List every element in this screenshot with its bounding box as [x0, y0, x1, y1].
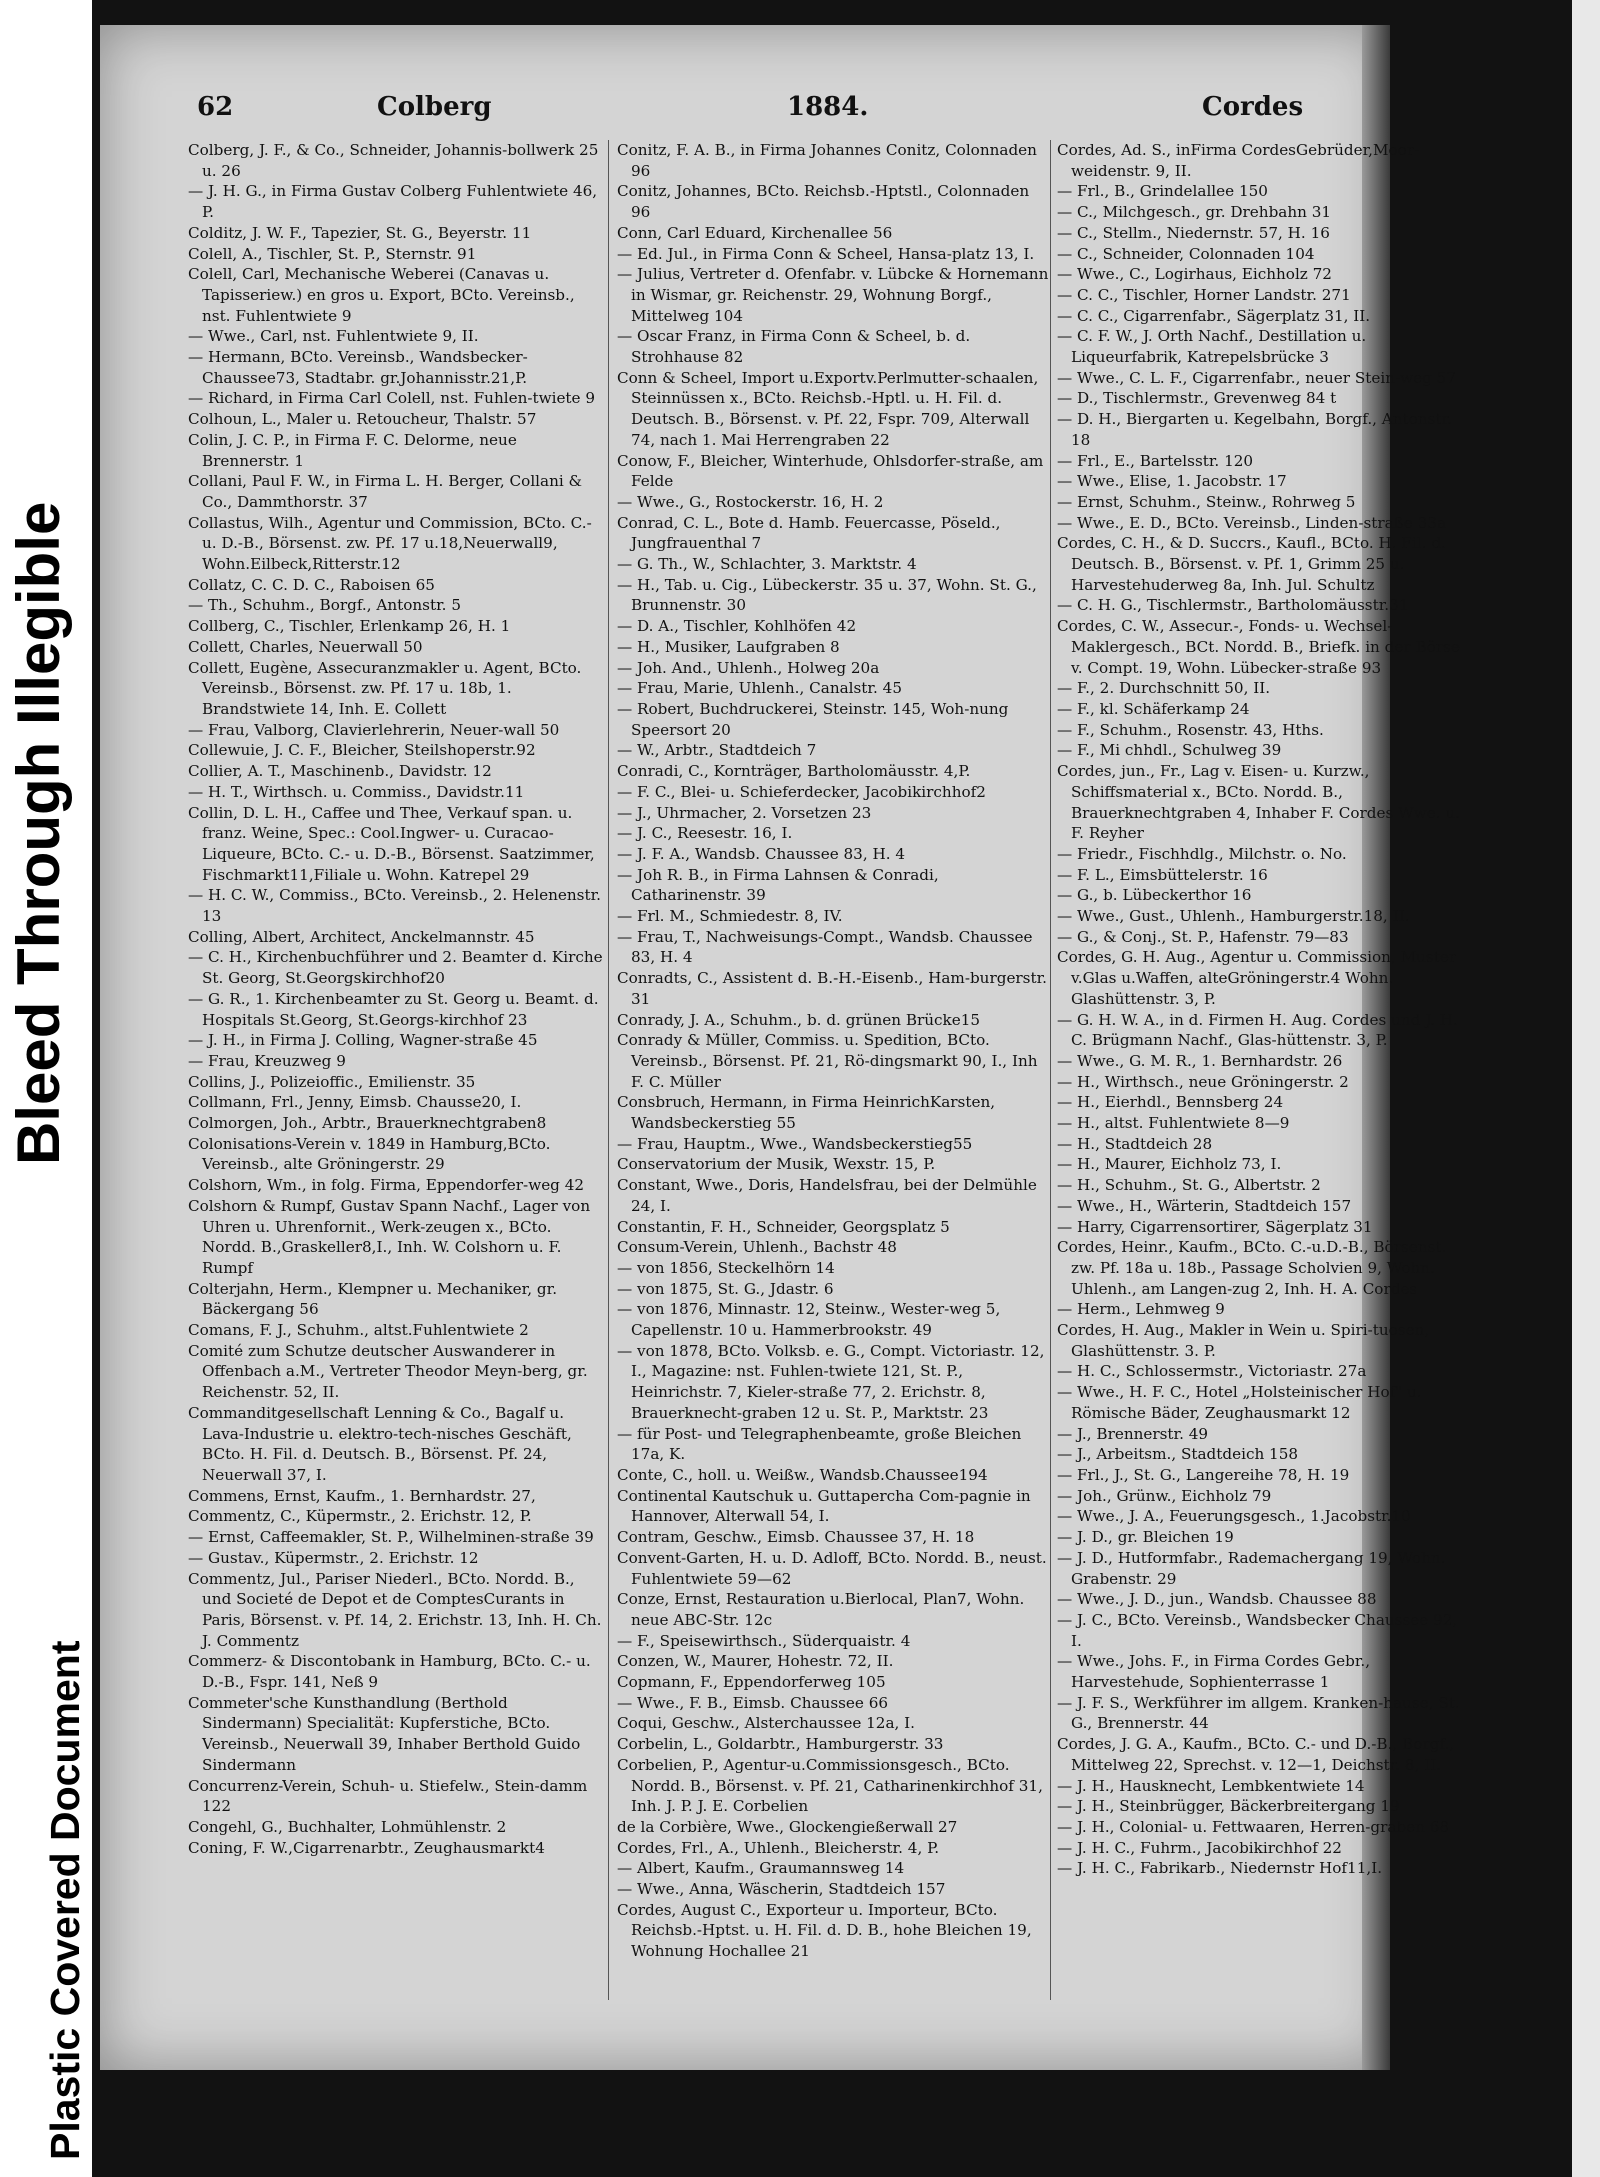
directory-entry: Commanditgesellschaft Lenning & Co., Bagalf u. Lava-Industrie u. elektro-tech-nisches Geschäft, BCto. H. Fil. d. Deutsch. B., Börsenst. Pf. 24, Neuerwall 37, I. [188, 1403, 572, 1484]
directory-entry: Conitz, F. A. B., in Firma Johannes Conitz, Colonnaden 96 [617, 141, 1037, 180]
directory-entry: — H. T., Wirthsch. u. Commiss., Davidstr.11 [188, 782, 525, 801]
directory-entry: — J. H., Hausknecht, Lembkentwiete 14 [1057, 1776, 1365, 1795]
directory-entry: — von 1856, Steckelhörn 14 [617, 1258, 835, 1277]
directory-entry: Commentz, Jul., Pariser Niederl., BCto. Nordd. B., und Societé de Depot et de ComptesCurants in Paris, Börsenst. v. Pf. 14, 2. Erichstr. 13, Inh. H. Ch. J. Commentz [188, 1569, 602, 1650]
directory-entry: — F. L., Eimsbüttelerstr. 16 [1057, 865, 1268, 884]
directory-entry: Colonisations-Verein v. 1849 in Hamburg,BCto. Vereinsb., alte Gröningerstr. 29 [188, 1134, 551, 1174]
directory-entry: — J., Brennerstr. 49 [1057, 1424, 1209, 1443]
directory-entry: Conn & Scheel, Import u.Exportv.Perlmutter-schaalen, Steinnüssen x., BCto. Reichsb.-Hptl. u. H. Fil. d. Deutsch. B., Börsenst. v. Pf. 22, Fspr. 709, Alterwall 74, nach 1. Mai Herrengraben 22 [617, 368, 1039, 449]
directory-entry: — Julius, Vertreter d. Ofenfabr. v. Lübcke & Hornemann in Wismar, gr. Reichenstr. 29, Wohnung Borgf., Mittelweg 104 [617, 265, 1049, 325]
directory-entry: Cordes, jun., Fr., Lag v. Eisen- u. Kurzw., Schiffsmaterial x., BCto. Nordd. B., Brauerknechtgraben 4, Inhaber F. Cordes Wwe. u. F. Reyher [1057, 762, 1460, 843]
header-year: 1884. [787, 92, 869, 122]
directory-entry: Cordes, Frl., A., Uhlenh., Bleicherstr. 4, P. [617, 1838, 940, 1857]
directory-entry: — Ed. Jul., in Firma Conn & Scheel, Hansa-platz 13, I. [617, 244, 1035, 263]
directory-entry: — J., Arbeitsm., Stadtdeich 158 [1057, 1445, 1299, 1464]
directory-entry: — J. H. C., Fabrikarb., Niedernstr Hof11,I. [1057, 1859, 1383, 1878]
directory-entry: Colterjahn, Herm., Klempner u. Mechaniker, gr. Bäckergang 56 [188, 1279, 558, 1319]
directory-entry: — Frl. M., Schmiedestr. 8, IV. [617, 907, 843, 926]
directory-entry: — H., Tab. u. Cig., Lübeckerstr. 35 u. 37, Wohn. St. G., Brunnenstr. 30 [617, 575, 1037, 615]
directory-entry: — C. C., Tischler, Horner Landstr. 271 [1057, 285, 1351, 304]
directory-entry: — C. H. G., Tischlermstr., Bartholomäusstr.31 [1057, 596, 1409, 615]
directory-entry: Collatz, C. C. D. C., Raboisen 65 [188, 575, 435, 594]
directory-entry: — Wwe., F. B., Eimsb. Chaussee 66 [617, 1693, 889, 1712]
directory-entry: Collewuie, J. C. F., Bleicher, Steilshoperstr.92 [188, 741, 536, 760]
directory-entry: — Hermann, BCto. Vereinsb., Wandsbecker-Chaussee73, Stadtabr. gr.Johannisstr.21,P. [188, 348, 528, 387]
directory-entry: — Wwe., C. L. F., Cigarrenfabr., neuer Stein-weg 57 [1057, 368, 1456, 387]
directory-entry: Commerz- & Discontobank in Hamburg, BCto. C.- u. D.-B., Fspr. 141, Neß 9 [188, 1652, 591, 1692]
directory-entry: Collett, Eugène, Assecuranzmakler u. Agent, BCto. Vereinsb., Börsenst. zw. Pf. 17 u. 18b, 1. Brandstwiete 14, Inh. E. Collett [188, 658, 582, 718]
directory-column-1 [188, 140, 603, 2000]
directory-entry: — J. C., BCto. Vereinsb., Wandsbecker Chaussee 92, I. [1057, 1610, 1458, 1650]
directory-entry: Colditz, J. W. F., Tapezier, St. G., Beyerstr. 11 [188, 223, 532, 242]
directory-entry: — C. F. W., J. Orth Nachf., Destillation u. Liqueurfabrik, Katrepelsbrücke 3 [1057, 327, 1367, 367]
directory-entry: Commeter'sche Kunsthandlung (Berthold Sindermann) Specialität: Kupferstiche, BCto. Vereinsb., Neuerwall 39, Inhaber Berthold Guido Sindermann [188, 1693, 581, 1774]
directory-entry: — J. D., Hutformfabr., Rademachergang 19, Wohn. Grabenstr. 29 [1057, 1548, 1446, 1588]
directory-entry: — Albert, Kaufm., Graumannsweg 14 [617, 1859, 905, 1878]
directory-entry: — F., Mi chhdl., Schulweg 39 [1057, 741, 1282, 760]
directory-entry: — Wwe., H. F. C., Hotel „Holsteinischer Hof" u. Römische Bäder, Zeughausmarkt 12 [1057, 1383, 1422, 1422]
directory-entry: Collin, D. L. H., Caffee und Thee, Verkauf span. u. franz. Weine, Spec.: Cool.Ingwer- u. Curacao-Liqueure, BCto. C.- u. D.-B., Börsenst. Saatzimmer, Fischmarkt11,Filiale u. Wohn. Katrepel 29 [188, 803, 595, 884]
directory-entry: Congehl, G., Buchhalter, Lohmühlenstr. 2 [188, 1817, 507, 1836]
directory-entry: Conservatorium der Musik, Wexstr. 15, P. [617, 1155, 936, 1174]
adjacent-page-strip [1572, 0, 1600, 2177]
directory-entry: — H., altst. Fuhlentwiete 8—9 [1057, 1114, 1290, 1133]
directory-entry: — C., Schneider, Colonnaden 104 [1057, 244, 1315, 263]
directory-entry: Constant, Wwe., Doris, Handelsfrau, bei der Delmühle 24, I. [617, 1176, 1037, 1215]
directory-entry: — Herm., Lehmweg 9 [1057, 1300, 1225, 1319]
directory-entry: — G. Th., W., Schlachter, 3. Marktstr. 4 [617, 555, 917, 574]
directory-entry: — Frl., E., Bartelsstr. 120 [1057, 451, 1254, 470]
directory-entry: — Joh R. B., in Firma Lahnsen & Conradi, Catharinenstr. 39 [617, 865, 939, 905]
directory-entry: Collberg, C., Tischler, Erlenkamp 26, H. 1 [188, 617, 511, 636]
plastic-covered-label: Plastic Covered Document [42, 1640, 88, 2160]
directory-entry: Colshorn & Rumpf, Gustav Spann Nachf., Lager von Uhren u. Uhrenfornit., Werk-zeugen x., BCto. Nordd. B.,Graskeller8,I., Inh. W. Colshorn u. F. Rumpf [188, 1196, 591, 1277]
directory-entry: Colin, J. C. P., in Firma F. C. Delorme, neue Brennerstr. 1 [188, 430, 517, 470]
directory-entry: Collins, J., Polizeioffic., Emilienstr. 35 [188, 1072, 476, 1091]
directory-entry: Conradts, C., Assistent d. B.-H.-Eisenb., Ham-burgerstr. 31 [617, 969, 1048, 1008]
directory-entry: — J. H. C., Fuhrm., Jacobikirchhof 22 [1057, 1838, 1342, 1857]
directory-entry: — Frau, Valborg, Clavierlehrerin, Neuer-wall 50 [188, 720, 560, 739]
directory-entry: — Wwe., Gust., Uhlenh., Hamburgerstr.18, II. [1057, 907, 1410, 926]
directory-entry: Consum-Verein, Uhlenh., Bachstr 48 [617, 1238, 897, 1257]
directory-entry: Colshorn, Wm., in folg. Firma, Eppendorfer-weg 42 [188, 1176, 585, 1195]
directory-entry: — Frau, Kreuzweg 9 [188, 1051, 346, 1070]
directory-entry: Cordes, Heinr., Kaufm., BCto. C.-u.D.-B., Börsenst. zw. Pf. 18a u. 18b., Passage Scholvien 9, Wohn. Uhlenh., am Langen-zug 2, Inh. H. A. Cordes [1057, 1238, 1447, 1298]
directory-entry: — D., Tischlermstr., Grevenweg 84 t [1057, 389, 1337, 408]
directory-entry: Copmann, F., Eppendorferweg 105 [617, 1673, 886, 1692]
directory-entry: Commens, Ernst, Kaufm., 1. Bernhardstr. 27, [188, 1486, 536, 1505]
directory-entry: — Ernst, Schuhm., Steinw., Rohrweg 5 [1057, 492, 1356, 511]
directory-entry: — Gustav., Küpermstr., 2. Erichstr. 12 [188, 1548, 479, 1567]
directory-entry: — von 1875, St. G., Jdastr. 6 [617, 1279, 834, 1298]
directory-entry: — F., Speisewirthsch., Süderquaistr. 4 [617, 1631, 911, 1650]
directory-entry: — J. H., Steinbrügger, Bäckerbreitergang 19 [1057, 1797, 1400, 1816]
directory-entry: — Wwe., J. D., jun., Wandsb. Chaussee 88 [1057, 1590, 1377, 1609]
directory-entry: Contram, Geschw., Eimsb. Chaussee 37, H. 18 [617, 1528, 975, 1547]
directory-entry: Coqui, Geschw., Alsterchaussee 12a, I. [617, 1714, 916, 1733]
directory-entry: Cordes, Ad. S., inFirma CordesGebrüder,Moor-weidenstr. 9, II. [1057, 141, 1420, 180]
directory-entry: Cordes, H. Aug., Makler in Wein u. Spiri-tuosen, Glashüttenstr. 3. P. [1057, 1321, 1430, 1360]
header-right-word: Cordes [1202, 92, 1304, 122]
directory-entry: Concurrenz-Verein, Schuh- u. Stiefelw., Stein-damm 122 [188, 1776, 588, 1816]
directory-entry: Convent-Garten, H. u. D. Adloff, BCto. Nordd. B., neust. Fuhlentwiete 59—62 [617, 1548, 1047, 1588]
directory-entry: Corbelin, L., Goldarbtr., Hamburgerstr. 33 [617, 1735, 944, 1754]
directory-entry: — Wwe., C., Logirhaus, Eichholz 72 [1057, 265, 1332, 284]
directory-entry: — G., & Conj., St. P., Hafenstr. 79—83 [1057, 927, 1349, 946]
directory-entry: Cordes, G. H. Aug., Agentur u. Commission, Muster v.Glas u.Waffen, alteGröningerstr.4 Wohn. Glashüttenstr. 3, P. [1057, 948, 1457, 1008]
directory-entry: — H., Maurer, Eichholz 73, I. [1057, 1155, 1282, 1174]
directory-entry: — für Post- und Telegraphenbeamte, große Bleichen 17a, K. [617, 1424, 1022, 1464]
directory-entry: — Wwe., Johs. F., in Firma Cordes Gebr., Harvestehude, Sophienterrasse 1 [1057, 1652, 1371, 1692]
directory-entry: Colhoun, L., Maler u. Retoucheur, Thalstr. 57 [188, 410, 537, 429]
directory-entry: — Frau, Hauptm., Wwe., Wandsbeckerstieg55 [617, 1134, 973, 1153]
directory-entry: Constantin, F. H., Schneider, Georgsplatz 5 [617, 1217, 950, 1236]
directory-entry: — H., Eierhdl., Bennsberg 24 [1057, 1093, 1284, 1112]
bleed-through-illegible-label [4, 502, 73, 1165]
directory-entry: Conradi, C., Kornträger, Bartholomäusstr. 4,P. [617, 762, 971, 781]
directory-entry: Conow, F., Bleicher, Winterhude, Ohlsdorfer-straße, am Felde [617, 451, 1044, 491]
directory-entry: Conzen, W., Maurer, Hohestr. 72, II. [617, 1652, 894, 1671]
directory-entry: — Joh., Grünw., Eichholz 79 [1057, 1486, 1272, 1505]
directory-entry: — Wwe., Carl, nst. Fuhlentwiete 9, II. [188, 327, 479, 346]
illegible-text: Illegible [5, 501, 72, 726]
directory-column-2 [617, 140, 1052, 2000]
directory-entry: — H. C. W., Commiss., BCto. Vereinsb., 2. Helenenstr. 13 [188, 886, 601, 926]
directory-entry: — Th., Schuhm., Borgf., Antonstr. 5 [188, 596, 461, 615]
directory-entry: — J. C., Reesestr. 16, I. [617, 824, 793, 843]
directory-entry: — J. H., in Firma J. Colling, Wagner-straße 45 [188, 1031, 538, 1050]
directory-entry: Collmann, Frl., Jenny, Eimsb. Chausse20, I. [188, 1093, 522, 1112]
directory-entry: — Oscar Franz, in Firma Conn & Scheel, b. d. Strohhause 82 [617, 327, 971, 367]
directory-entry: — H. C., Schlossermstr., Victoriastr. 27a [1057, 1362, 1367, 1381]
directory-entry: — G., b. Lübeckerthor 16 [1057, 886, 1252, 905]
directory-entry: — J. F. S., Werkführer im allgem. Kranken-hause, St. G., Brennerstr. 44 [1057, 1693, 1460, 1733]
header-left-word: Colberg [377, 92, 492, 122]
directory-entry: Colmorgen, Joh., Arbtr., Brauerknechtgraben8 [188, 1114, 547, 1133]
directory-entry: — C. C., Cigarrenfabr., Sägerplatz 31, II. [1057, 306, 1371, 325]
directory-entry: — Wwe., G. M. R., 1. Bernhardstr. 26 [1057, 1051, 1343, 1070]
bleed-through-text: Bleed Through [5, 741, 72, 1165]
directory-entry: — F., 2. Durchschnitt 50, II. [1057, 679, 1271, 698]
directory-entry: Collier, A. T., Maschinenb., Davidstr. 12 [188, 762, 492, 781]
directory-entry: — D. H., Biergarten u. Kegelbahn, Borgf., Antonstr. 18 [1057, 410, 1452, 449]
directory-entry: — Wwe., J. A., Feuerungsgesch., 1.Jacobstr.10 [1057, 1507, 1411, 1526]
column-rule [608, 140, 609, 2000]
directory-entry: — Wwe., H., Wärterin, Stadtdeich 157 [1057, 1196, 1352, 1215]
directory-entry: — H., Wirthsch., neue Gröningerstr. 2 [1057, 1072, 1349, 1091]
directory-entry: — von 1876, Minnastr. 12, Steinw., Wester-weg 5, Capellenstr. 10 u. Hammerbrookstr. 49 [617, 1300, 1001, 1340]
directory-entry: Cordes, August C., Exporteur u. Importeur, BCto. Reichsb.-Hptst. u. H. Fil. d. D. B., hohe Bleichen 19, Wohnung Hochallee 21 [617, 1900, 1032, 1961]
directory-entry: — J. H. G., in Firma Gustav Colberg Fuhlentwiete 46, P. [188, 182, 598, 222]
directory-entry: — J. F. A., Wandsb. Chaussee 83, H. 4 [617, 844, 906, 863]
directory-entry: — Friedr., Fischhdlg., Milchstr. o. No. [1057, 844, 1347, 863]
directory-entry: — H., Stadtdeich 28 [1057, 1134, 1213, 1153]
directory-entry: — Wwe., Anna, Wäscherin, Stadtdeich 157 [617, 1880, 946, 1899]
directory-entry: Collani, Paul F. W., in Firma L. H. Berger, Collani & Co., Dammthorstr. 37 [188, 472, 583, 511]
directory-entry: Cordes, J. G. A., Kaufm., BCto. C.- und D.-B., Borgf., Mittelweg 22, Sprechst. v. 12—1, Deichstr. 8, II. [1057, 1735, 1455, 1774]
directory-entry: Comité zum Schutze deutscher Auswanderer in Offenbach a.M., Vertreter Theodor Meyn-berg, gr. Reichenstr. 52, II. [188, 1341, 588, 1402]
directory-entry: — von 1878, BCto. Volksb. e. G., Compt. Victoriastr. 12, I., Magazine: nst. Fuhlen-twiete 121, St. P., Heinrichstr. 7, Kieler-straße 77, 2. Erichstr. 8, Brauerknecht-graben 12 u. St. P., Marktstr. 23 [617, 1341, 1045, 1422]
directory-entry: — Joh. And., Uhlenh., Holweg 20a [617, 658, 880, 677]
directory-entry: Conrady, J. A., Schuhm., b. d. grünen Brücke15 [617, 1010, 981, 1029]
directory-entry: — D. A., Tischler, Kohlhöfen 42 [617, 617, 857, 636]
directory-entry: Collett, Charles, Neuerwall 50 [188, 637, 423, 656]
directory-entry: Colell, Carl, Mechanische Weberei (Canavas u. Tapisseriew.) en gros u. Export, BCto. Vereinsb., nst. Fuhlentwiete 9 [188, 265, 575, 325]
annotation-labels [0, 0, 92, 2177]
directory-entry: Conze, Ernst, Restauration u.Bierlocal, Plan7, Wohn. neue ABC-Str. 12c [617, 1590, 1025, 1629]
directory-entry: Conitz, Johannes, BCto. Reichsb.-Hptstl., Colonnaden 96 [617, 182, 1030, 222]
directory-entry: — G. R., 1. Kirchenbeamter zu St. Georg u. Beamt. d. Hospitals St.Georg, St.Georgs-kirchhof 23 [188, 989, 599, 1029]
directory-entry: — Frl., B., Grindelallee 150 [1057, 182, 1268, 201]
directory-entry: Collastus, Wilh., Agentur und Commission, BCto. C.- u. D.-B., Börsenst. zw. Pf. 17 u.18,Neuerwall9, Wohn.Eilbeck,Ritterstr.12 [188, 513, 592, 574]
directory-entry: Conrady & Müller, Commiss. u. Spedition, BCto. Vereinsb., Börsenst. Pf. 21, Rö-dingsmarkt 90, I., Inh F. C. Müller [617, 1031, 1038, 1091]
directory-entry: — Wwe., G., Rostockerstr. 16, H. 2 [617, 492, 884, 511]
directory-entry: — F. C., Blei- u. Schieferdecker, Jacobikirchhof2 [617, 782, 986, 801]
page-number: 62 [197, 92, 234, 122]
page-header [197, 92, 1342, 132]
directory-entry: Coning, F. W.,Cigarrenarbtr., Zeughausmarkt4 [188, 1838, 545, 1857]
directory-entry: Colling, Albert, Architect, Anckelmannstr. 45 [188, 927, 535, 946]
directory-entry: Continental Kautschuk u. Guttapercha Com-pagnie in Hannover, Alterwall 54, I. [617, 1486, 1031, 1526]
directory-entry: Conn, Carl Eduard, Kirchenallee 56 [617, 223, 893, 242]
directory-entry: Commentz, C., Küpermstr., 2. Erichstr. 12, P. [188, 1507, 532, 1526]
directory-entry: — Richard, in Firma Carl Colell, nst. Fuhlen-twiete 9 [188, 389, 596, 408]
directory-entry: Colberg, J. F., & Co., Schneider, Johannis-bollwerk 25 u. 26 [188, 141, 599, 180]
directory-entry: — J. H., Colonial- u. Fettwaaren, Herren-graben 68 [1057, 1817, 1450, 1836]
directory-entry: de la Corbière, Wwe., Glockengießerwall 27 [617, 1817, 958, 1836]
directory-entry: Cordes, C. H., & D. Succrs., Kaufl., BCto. H. Fil. d. Deutsch. B., Börsenst. v. Pf. 1, Grimm 25 u. Harvestehuderweg 8a, Inh. Jul. Schultz [1057, 534, 1446, 594]
directory-entry: — W., Arbtr., Stadtdeich 7 [617, 741, 817, 760]
directory-column-3 [1057, 140, 1462, 2000]
directory-entry: — C., Milchgesch., gr. Drehbahn 31 [1057, 203, 1332, 222]
directory-entry: Colell, A., Tischler, St. P., Sternstr. 91 [188, 244, 477, 263]
directory-entry: — C., Stellm., Niedernstr. 57, H. 16 [1057, 223, 1330, 242]
directory-entry: Conte, C., holl. u. Weißw., Wandsb.Chaussee194 [617, 1466, 988, 1484]
directory-entry: — Frau, Marie, Uhlenh., Canalstr. 45 [617, 679, 902, 698]
directory-entry: — F., kl. Schäferkamp 24 [1057, 699, 1250, 718]
directory-entry: — Frau, T., Nachweisungs-Compt., Wandsb. Chaussee 83, H. 4 [617, 927, 1033, 967]
directory-entry: — H., Musiker, Laufgraben 8 [617, 637, 840, 656]
directory-entry: — J., Uhrmacher, 2. Vorsetzen 23 [617, 803, 872, 822]
directory-entry: Consbruch, Hermann, in Firma HeinrichKarsten, Wandsbeckerstieg 55 [617, 1093, 996, 1133]
directory-entry: — Wwe., E. D., BCto. Vereinsb., Linden-straße 33a [1057, 513, 1447, 532]
directory-entry: Conrad, C. L., Bote d. Hamb. Feuercasse, Pöseld., Jungfrauenthal 7 [617, 513, 1001, 553]
directory-entry: Cordes, C. W., Assecur.-, Fonds- u. Wechsel-Maklergesch., BCt. Nordd. B., Briefk. in der Börse v. Compt. 19, Wohn. Lübecker-straße 93 [1057, 617, 1460, 677]
directory-entry: — Harry, Cigarrensortirer, Sägerplatz 31 [1057, 1217, 1373, 1236]
directory-entry: — F., Schuhm., Rosenstr. 43, Hths. [1057, 720, 1324, 739]
directory-entry: Corbelien, P., Agentur-u.Commissionsgesch., BCto. Nordd. B., Börsenst. v. Pf. 21, Catharinenkirchhof 31, Inh. J. P. J. E. Corbelien [617, 1755, 1043, 1816]
directory-entry: Comans, F. J., Schuhm., altst.Fuhlentwiete 2 [188, 1321, 529, 1340]
directory-entry: — G. H. W. A., in d. Firmen H. Aug. Cordes und J. H. C. Brügmann Nachf., Glas-hüttenstr. 3, P. [1057, 1010, 1458, 1050]
directory-entry: — J. D., gr. Bleichen 19 [1057, 1528, 1234, 1547]
directory-entry: — Robert, Buchdruckerei, Steinstr. 145, Woh-nung Speersort 20 [617, 699, 1009, 739]
directory-entry: — Ernst, Caffeemakler, St. P., Wilhelminen-straße 39 [188, 1528, 594, 1547]
directory-entry: — H., Schuhm., St. G., Albertstr. 2 [1057, 1176, 1321, 1195]
directory-entry: — Wwe., Elise, 1. Jacobstr. 17 [1057, 472, 1287, 491]
directory-entry: — Frl., J., St. G., Langereihe 78, H. 19 [1057, 1466, 1350, 1484]
directory-entry: — C. H., Kirchenbuchführer und 2. Beamter d. Kirche St. Georg, St.Georgskirchhof20 [188, 948, 603, 988]
